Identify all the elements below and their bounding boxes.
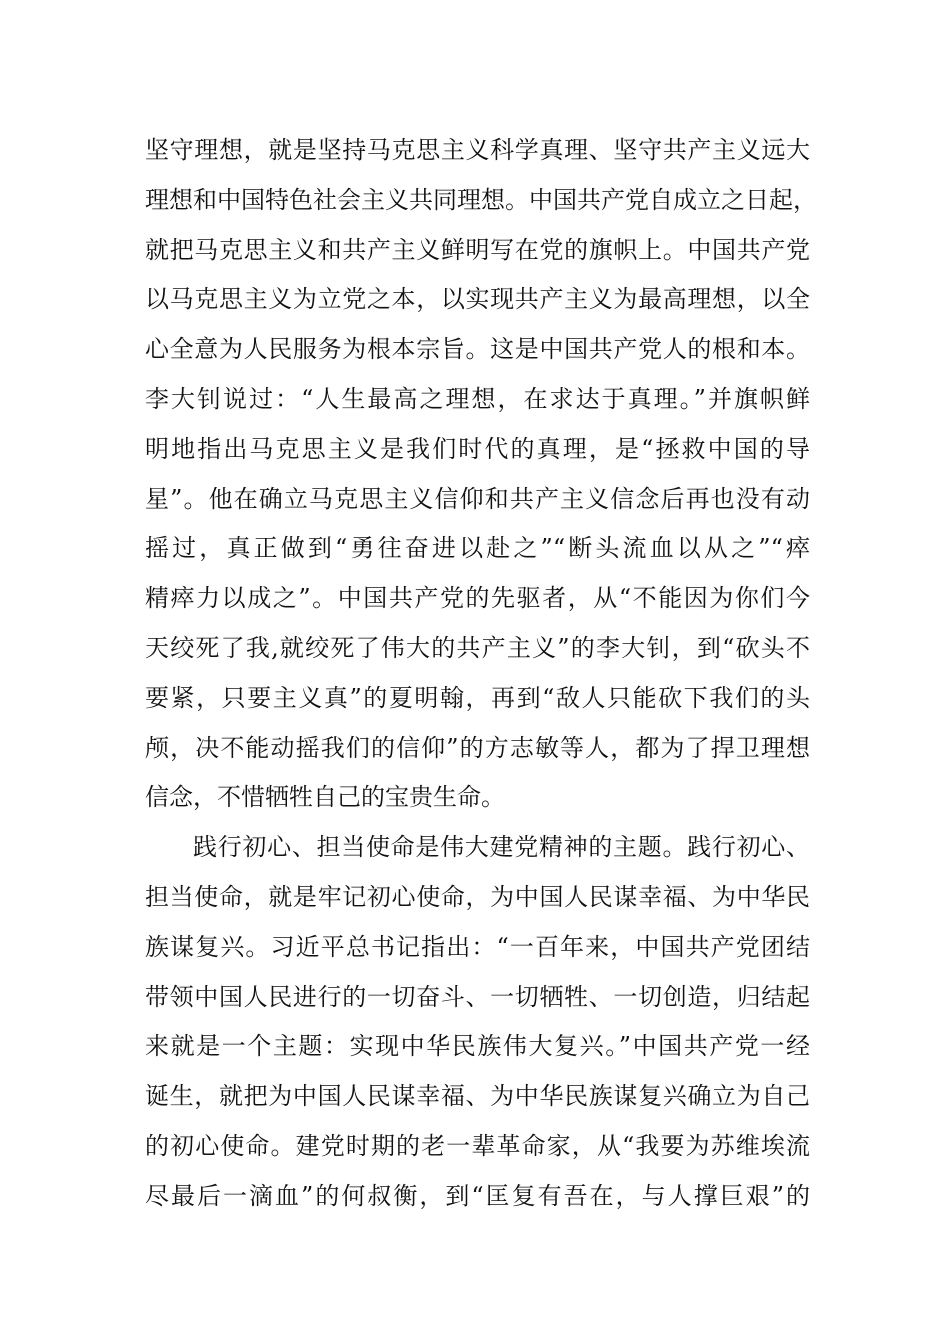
- text-line: 坚守理想，就是坚持马克思主义科学真理、坚守共产主义远大: [145, 136, 810, 164]
- text-line: 理想和中国特色社会主义共同理想。中国共产党自成立之日起，: [145, 185, 817, 214]
- text-line: 天绞死了我,就绞死了伟大的共产主义”的李大钊，到“砍头不: [145, 633, 810, 662]
- text-line: 精瘁力以成之”。中国共产党的先驱者，从“不能因为你们今: [145, 584, 810, 613]
- paragraph-mission: [145, 823, 810, 1221]
- text-line: 带领中国人民进行的一切奋斗、一切牺牲、一切创造，归结起: [145, 982, 810, 1011]
- text-line: 星”。他在确立马克思主义信仰和共产主义信念后再也没有动: [145, 484, 810, 513]
- text-line: 就把马克思主义和共产主义鲜明写在党的旗帜上。中国共产党: [145, 235, 810, 264]
- text-line: 心全意为人民服务为根本宗旨。这是中国共产党人的根和本。: [145, 335, 810, 364]
- text-line: 颅，决不能动摇我们的信仰”的方志敏等人，都为了捍卫理想: [145, 733, 810, 762]
- text-line: 明地指出马克思主义是我们时代的真理，是“拯救中国的导: [145, 434, 810, 463]
- text-line: 要紧，只要主义真”的夏明翰，再到“敌人只能砍下我们的头: [145, 683, 810, 712]
- paragraph-ideals: [145, 126, 817, 823]
- text-line: 尽最后一滴血”的何叔衡，到“匡复有吾在，与人撑巨艰”的: [145, 1181, 810, 1210]
- text-line: 以马克思主义为立党之本，以实现共产主义为最高理想，以全: [145, 285, 810, 314]
- text-line: 诞生，就把为中国人民谋幸福、为中华民族谋复兴确立为自己: [145, 1082, 810, 1111]
- text-line: 践行初心、担当使命是伟大建党精神的主题。践行初心、: [193, 833, 810, 862]
- text-line: 信念，不惜牺牲自己的宝贵生命。: [145, 783, 505, 812]
- body-text: [145, 126, 817, 1222]
- text-line: 担当使命，就是牢记初心使命，为中国人民谋幸福、为中华民: [145, 882, 810, 911]
- text-line: 李大钊说过：“人生最高之理想，在求达于真理。”并旗帜鲜: [145, 384, 810, 413]
- text-line: 来就是一个主题：实现中华民族伟大复兴。”中国共产党一经: [145, 1032, 810, 1061]
- text-line: 的初心使命。建党时期的老一辈革命家，从“我要为苏维埃流: [145, 1131, 810, 1160]
- text-line: 族谋复兴。习近平总书记指出：“一百年来，中国共产党团结: [145, 932, 810, 961]
- text-line: 摇过，真正做到“勇往奋进以赴之”“断头流血以从之”“瘁: [145, 534, 810, 563]
